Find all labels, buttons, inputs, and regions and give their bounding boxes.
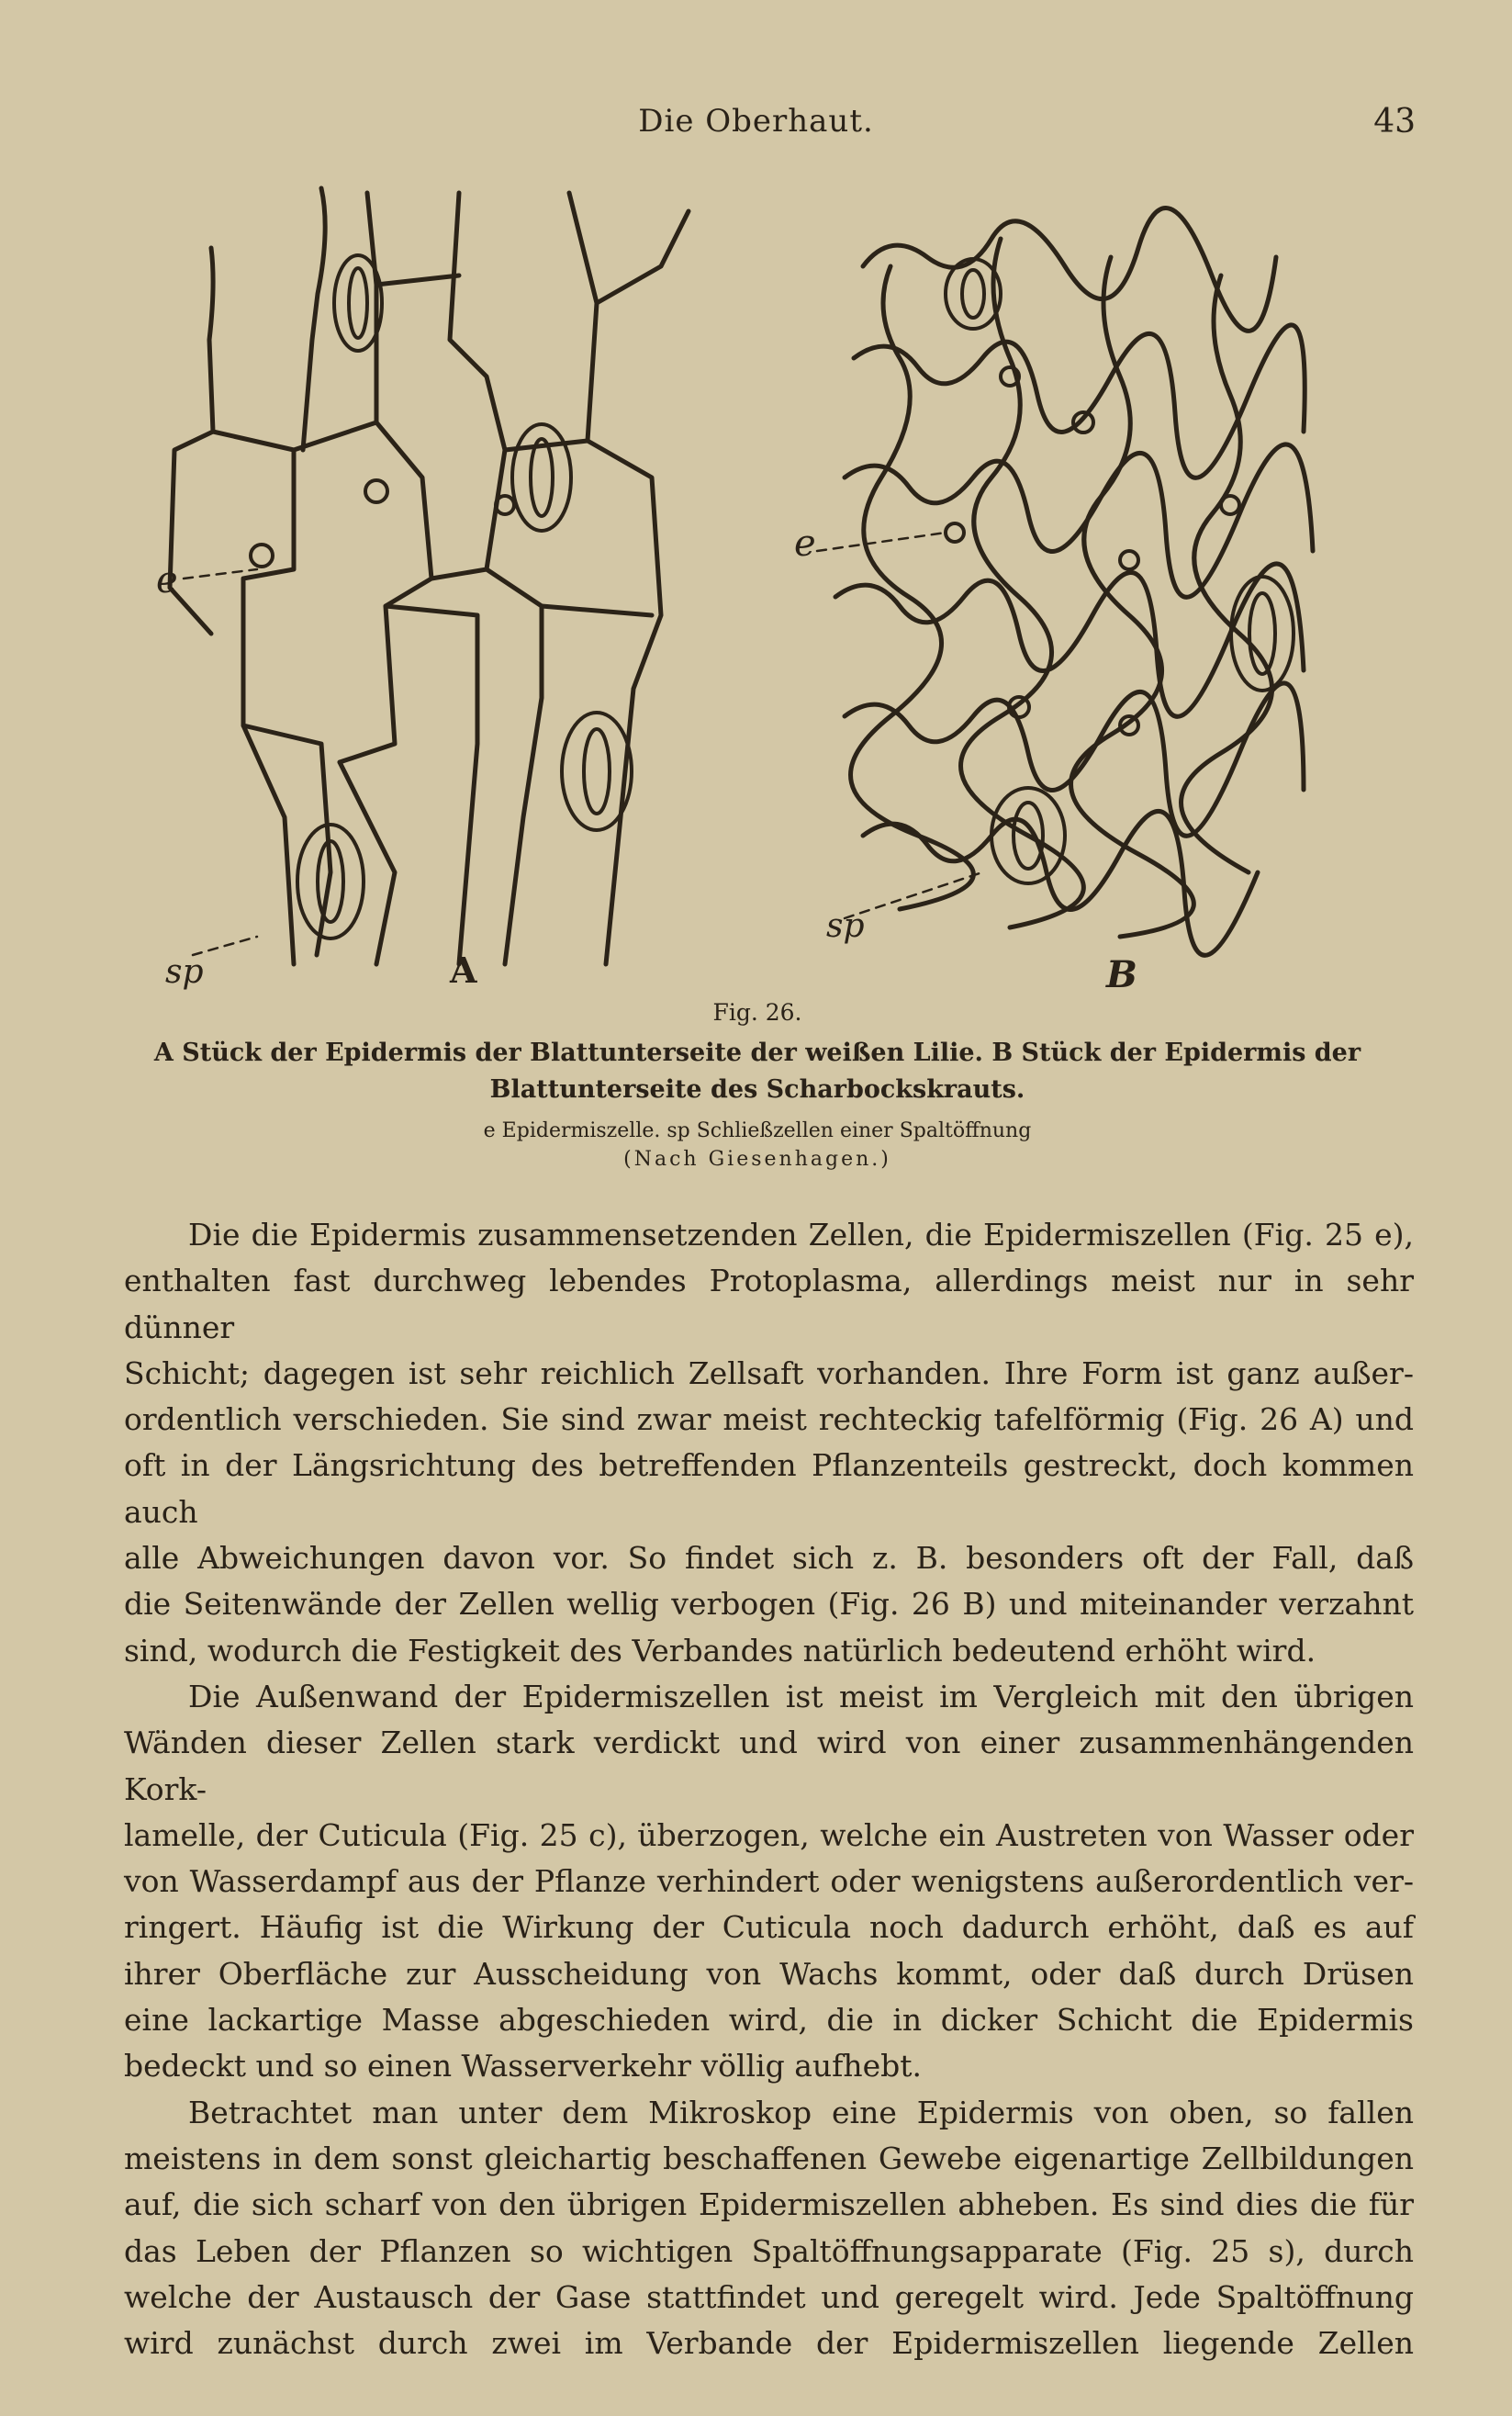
figure-label-b: B xyxy=(1106,953,1137,992)
figure-source: (Nach Giesenhagen.) xyxy=(623,1148,891,1171)
text-line: Die Außenwand der Epidermiszellen ist meist im Vergleich mit den übrigen xyxy=(188,1678,1414,1714)
figure-caption xyxy=(110,1035,1405,1108)
figure-label-e-a: e xyxy=(156,559,178,601)
text-line: bedeckt und so einen Wasserverkehr völlig aufhebt. xyxy=(124,2048,923,2085)
figure-caption-block xyxy=(110,999,1405,1171)
text-line: eine lackartige Masse abgeschieden wird, die in dicker Schicht die Epidermis xyxy=(124,2002,1414,2039)
figure-legend: e Epidermiszelle. sp Schließzellen einer Spaltöffnung xyxy=(483,1119,1032,1142)
text-line: meistens in dem sonst gleichartig beschaffenen Gewebe eigenartige Zellbildungen xyxy=(124,2140,1414,2176)
text-line: Wänden dieser Zellen stark verdickt und wird von einer zusammenhängenden Kork- xyxy=(124,1725,1414,1807)
text-line: Schicht; dagegen ist sehr reichlich Zellsaft vorhanden. Ihre Form ist ganz außer- xyxy=(124,1354,1414,1391)
text-line: sind, wodurch die Festigkeit des Verbandes natürlich bedeutend erhöht wird. xyxy=(124,1632,1316,1669)
text-line: ihrer Oberfläche zur Ausscheidung von Wachs kommt, oder daß durch Drüsen xyxy=(124,1955,1414,1992)
figure-label-sp-b: sp xyxy=(826,907,865,945)
running-title: Die Oberhaut. xyxy=(638,103,874,140)
panel-a-stomata xyxy=(251,255,632,938)
text-line: die Seitenwände der Zellen wellig verbogen (Fig. 26 B) und miteinander verzahnt xyxy=(124,1586,1414,1623)
running-head xyxy=(0,103,1512,158)
text-line: auf, die sich scharf von den übrigen Epidermiszellen abheben. Es sind dies die für xyxy=(124,2186,1414,2223)
figure-label-a: A xyxy=(450,950,477,991)
text-line: wird zunächst durch zwei im Verbande der Epidermiszellen liegende Zellen xyxy=(124,2325,1414,2362)
paragraph-2 xyxy=(124,1674,1414,2090)
text-line: oft in der Längsrichtung des betreffenden Pflanzenteils gestreckt, doch kommen auch xyxy=(124,1447,1414,1530)
text-line: Die die Epidermis zusammensetzenden Zellen, die Epidermiszellen (Fig. 25 e), xyxy=(188,1217,1414,1253)
panel-a-cells xyxy=(170,188,689,964)
figure-26 xyxy=(156,174,1405,992)
text-line: welche der Austausch der Gase stattfindet und geregelt wird. Jede Spaltöffnung xyxy=(124,2278,1414,2315)
text-line: Betrachtet man unter dem Mikroskop eine Epidermis von oben, so fallen xyxy=(188,2094,1414,2130)
pointer-e-b xyxy=(817,533,946,551)
paragraph-3 xyxy=(124,2090,1414,2367)
pointer-sp-a xyxy=(193,937,257,955)
text-line: das Leben der Pflanzen so wichtigen Spaltöffnungsapparate (Fig. 25 s), durch xyxy=(124,2232,1414,2269)
figure-number: Fig. 26. xyxy=(712,999,802,1026)
text-line: lamelle, der Cuticula (Fig. 25 c), überzogen, welche ein Austreten von Wasser oder xyxy=(124,1816,1414,1853)
body-text xyxy=(124,1212,1414,2366)
text-line: ordentlich verschieden. Sie sind zwar meist rechteckig tafelförmig (Fig. 26 A) und xyxy=(124,1401,1414,1438)
panel-b-stomata xyxy=(946,259,1294,883)
text-line: alle Abweichungen davon vor. So findet sich z. B. besonders oft der Fall, daß xyxy=(124,1540,1414,1577)
figure-caption-line-2: Blattunterseite des Scharbockskrauts. xyxy=(489,1075,1025,1104)
pointer-sp-b xyxy=(845,872,982,918)
panel-b-cells xyxy=(835,208,1313,956)
figure-label-e-b: e xyxy=(794,523,816,565)
figure-label-sp-a: sp xyxy=(165,953,204,991)
page-number: 43 xyxy=(1373,103,1416,140)
epidermis-illustration xyxy=(156,174,1405,992)
text-line: ringert. Häufig ist die Wirkung der Cuticula noch dadurch erhöht, daß es auf xyxy=(124,1909,1414,1946)
text-line: enthalten fast durchweg lebendes Protoplasma, allerdings meist nur in sehr dünner xyxy=(124,1263,1414,1345)
text-line: von Wasserdampf aus der Pflanze verhindert oder wenigstens außerordentlich ver- xyxy=(124,1863,1414,1900)
figure-caption-line-1: A Stück der Epidermis der Blattunterseite der weißen Lilie. B Stück der Epidermis der xyxy=(153,1039,1361,1067)
paragraph-1 xyxy=(124,1212,1414,1674)
